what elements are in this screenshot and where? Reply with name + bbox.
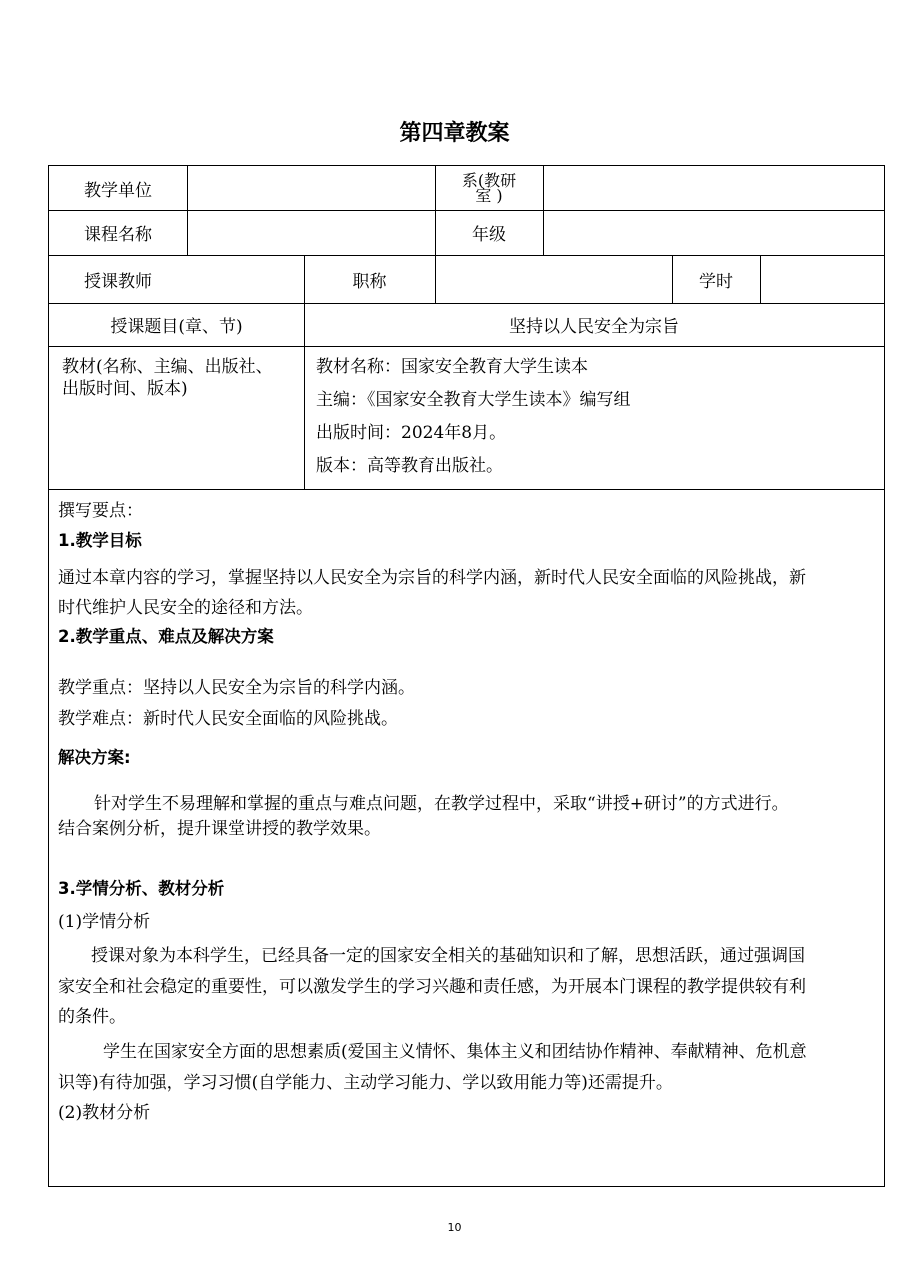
page-title: 第四章教案 bbox=[399, 121, 510, 146]
column-divider bbox=[187, 166, 188, 255]
lesson-plan-table bbox=[48, 165, 885, 1187]
row-divider bbox=[49, 346, 884, 347]
paragraph-line: 针对学生不易理解和掌握的重点与难点问题，在教学过程中，采取“讲授+研讨”的方式进行。 bbox=[94, 794, 789, 814]
grade-label: 年级 bbox=[472, 225, 506, 245]
difficult-point: 教学难点：新时代人民安全面临的风险挑战。 bbox=[58, 709, 398, 729]
course-name-label: 课程名称 bbox=[84, 225, 152, 245]
section-heading: 1.教学目标 bbox=[58, 531, 142, 550]
textbook-label: 教材(名称、主编、出版社、 bbox=[62, 357, 273, 377]
paragraph-line: 识等)有待加强，学习习惯(自学能力、主动学习能力、学以致用能力等)还需提升。 bbox=[58, 1073, 673, 1093]
textbook-label: 出版时间、版本) bbox=[62, 379, 188, 399]
hours-label: 学时 bbox=[699, 271, 733, 292]
page-number: 10 bbox=[447, 1221, 462, 1234]
topic-value: 坚持以人民安全为宗旨 bbox=[509, 317, 679, 337]
textbook-edition: 版本：高等教育出版社。 bbox=[316, 456, 503, 476]
paragraph-line: 授课对象为本科学生，已经具备一定的国家安全相关的基础知识和了解，思想活跃，通过强调国 bbox=[91, 946, 805, 966]
teacher-label: 授课教师 bbox=[84, 271, 152, 292]
topic-label: 授课题目(章、节) bbox=[110, 317, 243, 337]
paragraph-line: 结合案例分析，提升课堂讲授的教学效果。 bbox=[58, 819, 381, 839]
column-divider bbox=[543, 166, 544, 255]
column-divider bbox=[760, 255, 761, 303]
department-label: 系(教研 室 ) bbox=[461, 171, 517, 205]
key-point: 教学重点：坚持以人民安全为宗旨的科学内涵。 bbox=[58, 678, 415, 698]
subsection-heading: (1)学情分析 bbox=[58, 912, 151, 932]
paragraph-line: 的条件。 bbox=[58, 1007, 126, 1027]
section-heading: 2.教学重点、难点及解决方案 bbox=[58, 627, 274, 646]
subsection-heading: (2)教材分析 bbox=[58, 1103, 151, 1123]
writing-points-label: 撰写要点： bbox=[58, 501, 143, 521]
column-divider bbox=[435, 255, 436, 303]
textbook-publish-date: 出版时间：2024年8月。 bbox=[316, 423, 507, 443]
textbook-name: 教材名称：国家安全教育大学生读本 bbox=[316, 357, 588, 377]
teaching-unit-label: 教学单位 bbox=[84, 180, 152, 201]
solution-heading: 解决方案: bbox=[58, 748, 131, 767]
rank-label: 职称 bbox=[352, 271, 387, 292]
section-heading: 3.学情分析、教材分析 bbox=[58, 879, 225, 898]
row-divider bbox=[49, 489, 884, 490]
paragraph-line: 家安全和社会稳定的重要性，可以激发学生的学习兴趣和责任感，为开展本门课程的教学提供较有利 bbox=[58, 977, 806, 997]
paragraph-line: 时代维护人民安全的途径和方法。 bbox=[58, 598, 313, 618]
paragraph-line: 通过本章内容的学习，掌握坚持以人民安全为宗旨的科学内涵，新时代人民安全面临的风险挑战，新 bbox=[58, 568, 806, 588]
textbook-editor: 主编：《国家安全教育大学生读本》编写组 bbox=[316, 390, 631, 410]
paragraph-line: 学生在国家安全方面的思想素质(爱国主义情怀、集体主义和团结协作精神、奉献精神、危机意 bbox=[103, 1042, 807, 1062]
